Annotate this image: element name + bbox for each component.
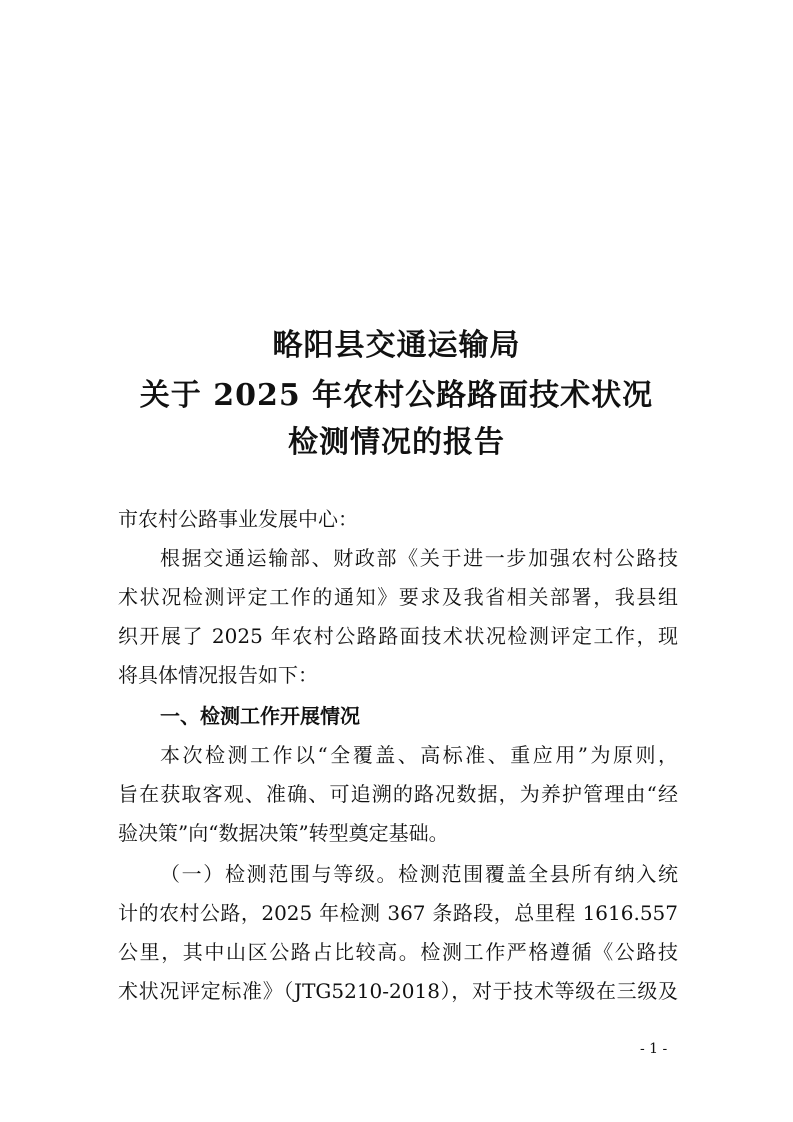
section1-line-2: 旨在获取客观、准确、可追溯的路况数据，为养护管理由“经 bbox=[118, 782, 678, 806]
body-line-3: 织开展了 2025 年农村公路路面技术状况检测评定工作，现 bbox=[118, 624, 678, 648]
page-number: - 1 - bbox=[640, 1041, 668, 1057]
subsection1-line-4: 术状况评定标准》（JTG5210-2018），对于技术等级在三级及 bbox=[118, 979, 678, 1003]
salutation: 市农村公路事业发展中心： bbox=[118, 507, 358, 531]
section1-line-3: 验决策”向“数据决策”转型奠定基础。 bbox=[118, 821, 449, 845]
report-title-line-1: 略阳县交通运输局 bbox=[272, 328, 521, 363]
subsection1-line-1: （一）检测范围与等级。检测范围覆盖全县所有纳入统 bbox=[160, 862, 678, 886]
report-title-line-2: 关于 2025 年农村公路路面技术状况 bbox=[139, 378, 654, 413]
body-line-1: 根据交通运输部、财政部《关于进一步加强农村公路技 bbox=[160, 546, 678, 570]
section1-line-1: 本次检测工作以“全覆盖、高标准、重应用”为原则， bbox=[160, 743, 678, 767]
body-line-2: 术状况检测评定工作的通知》要求及我省相关部署，我县组 bbox=[118, 585, 678, 609]
subsection1-line-2: 计的农村公路，2025 年检测 367 条路段，总里程 1616.557 bbox=[118, 901, 678, 925]
section-heading-1: 一、检测工作开展情况 bbox=[160, 704, 360, 728]
report-title-line-3: 检测情况的报告 bbox=[288, 425, 505, 460]
subsection1-line-3: 公里，其中山区公路占比较高。检测工作严格遵循《公路技 bbox=[118, 940, 678, 964]
body-line-4: 将具体情况报告如下： bbox=[118, 663, 318, 687]
